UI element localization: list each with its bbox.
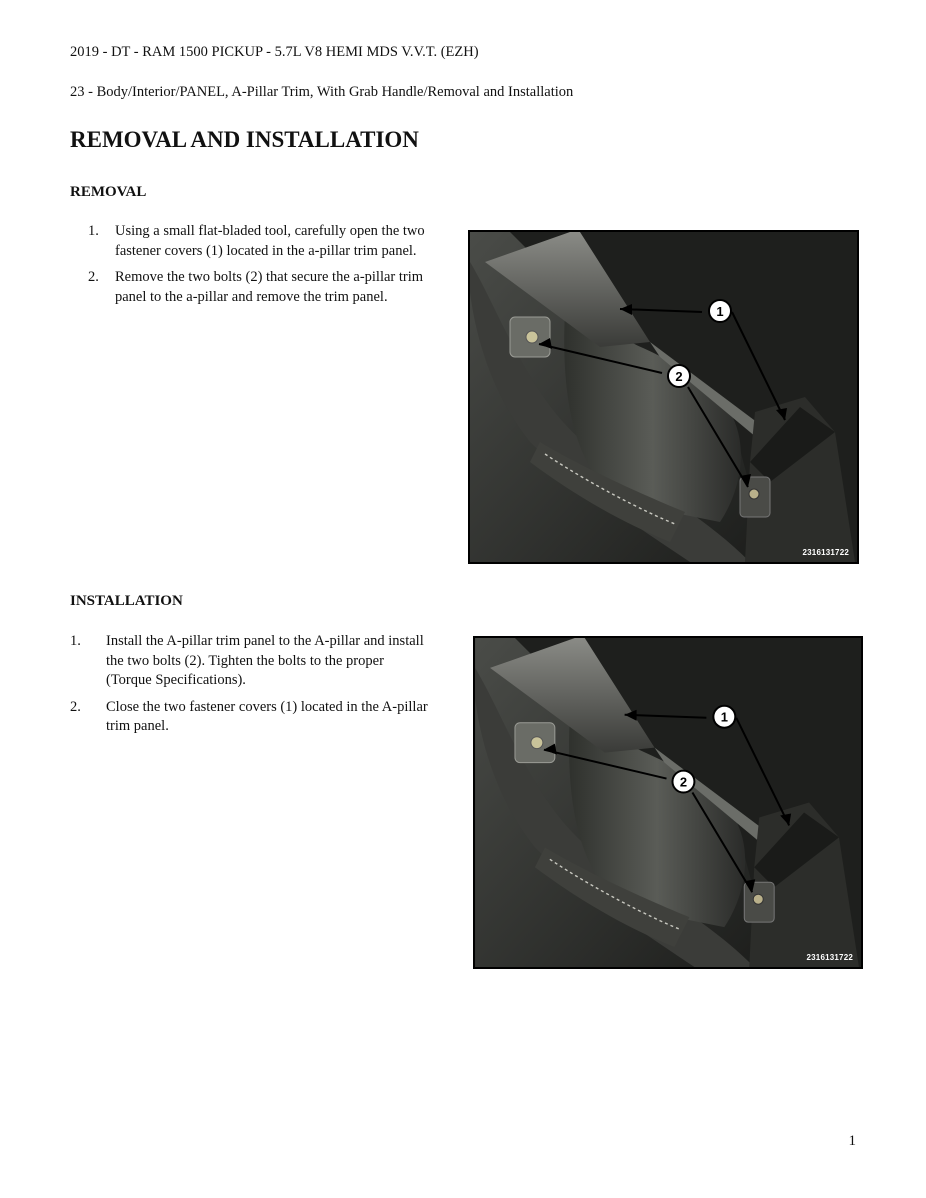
list-item [88, 222, 448, 261]
callout-2: 2 [679, 774, 688, 790]
installation-figure [473, 636, 863, 969]
list-item [70, 698, 430, 737]
step-number: 2. [70, 698, 81, 715]
callout-1: 1 [716, 304, 724, 319]
page-number: 1 [848, 1133, 856, 1149]
step-text: Install the A-pillar trim panel to the A-pillar and install the two bolts (2). Tighten the bolts to the proper (Torque Specifications). [106, 633, 424, 688]
figure-id: 2316131722 [802, 548, 849, 557]
step-number: 1. [70, 633, 81, 649]
document-header-path: 23 - Body/Interior/PANEL, A-Pillar Trim, With Grab Handle/Removal and Installation [70, 84, 574, 100]
step-number: 2. [88, 269, 99, 285]
list-item [88, 268, 448, 307]
removal-figure [468, 230, 859, 564]
figure-id: 2316131722 [806, 953, 853, 962]
callout-2: 2 [675, 369, 683, 384]
installation-heading: INSTALLATION [70, 593, 183, 609]
removal-steps [88, 222, 448, 314]
a-pillar-illustration [470, 232, 857, 562]
step-text: Remove the two bolts (2) that secure the a-pillar trim panel to the a-pillar and remove the trim panel. [115, 269, 424, 305]
document-header-vehicle: 2019 - DT - RAM 1500 PICKUP - 5.7L V8 HEMI MDS V.V.T. (EZH) [70, 44, 479, 60]
removal-heading: REMOVAL [70, 184, 147, 200]
step-number: 1. [88, 223, 99, 239]
installation-steps [70, 632, 430, 744]
callout-1: 1 [720, 709, 728, 725]
a-pillar-illustration [475, 638, 861, 967]
page-title: REMOVAL AND INSTALLATION [70, 127, 419, 152]
step-text: Using a small flat-bladed tool, carefully open the two fastener covers (1) located in the a-pillar trim panel. [115, 223, 425, 259]
list-item [70, 632, 430, 691]
step-text: Close the two fastener covers (1) located in the A-pillar trim panel. [106, 698, 428, 734]
